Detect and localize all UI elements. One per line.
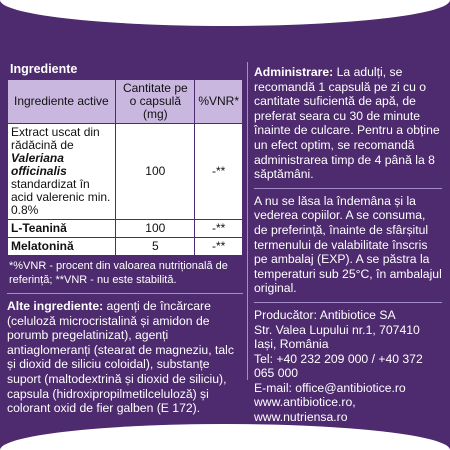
producer-line xyxy=(254,308,442,323)
table-row xyxy=(8,220,243,238)
ingredient-quantity: 5 xyxy=(116,238,195,256)
header-quantity: Cantitate pe o capsulă (mg) xyxy=(116,80,195,124)
ingredient-name: Melatonină xyxy=(8,238,116,256)
ingredients-column xyxy=(7,62,243,416)
ingredient-name-prefix: Extract uscat din rădăcină de xyxy=(11,125,100,152)
ingredients-table xyxy=(7,79,243,256)
other-ingredients-label: Alte ingrediente: xyxy=(7,299,104,313)
producer-block xyxy=(254,308,442,425)
ingredient-vnr: -** xyxy=(195,220,243,238)
ingredient-latin-name: Valeriana officinalis xyxy=(11,151,67,178)
table-header-row xyxy=(8,80,243,124)
label-bottom-edge xyxy=(0,424,450,450)
administration-text: La adulți, se recomandă 1 capsulă pe zi cu o cantitate suficientă de apă, de preferat seara cu 30 de minute înainte de culcare. Pentru a obține un efect optim, se recomandă administrarea timp de 4 până la 8 săptămâni. xyxy=(254,65,440,182)
other-ingredients-text: agenți de încărcare (celuloză microcristalină și amidon de porumb pregelatinizat), agenți antiaglomeranți (stearat de magneziu, talc și dioxid de siliciu coloidal), substanțe suport (maltodextrină și dioxid de siliciu), capsula (hidroxipropilmetilceluloză) și colorant oxid de fier galben (E 172). xyxy=(7,299,234,416)
administration xyxy=(254,65,442,182)
producer-name: Antibiotice SA xyxy=(319,307,396,322)
table-row xyxy=(8,238,243,256)
table-row xyxy=(8,124,243,220)
producer-label: Producător: xyxy=(254,307,318,322)
header-active-ingredients: Ingrediente active xyxy=(8,80,116,124)
info-column xyxy=(254,65,442,425)
ingredient-quantity: 100 xyxy=(116,220,195,238)
label-top-edge xyxy=(0,0,450,26)
storage-text: A nu se lăsa la îndemâna și la vederea copiilor. A se consuma, de preferință, înainte de sfârșitul termenului de valabilitate înscris pe ambalaj (EXP). A se păstra la temperaturi sub 25°C, în ambalajul original. xyxy=(254,193,442,296)
section-divider xyxy=(7,293,243,294)
section-divider xyxy=(254,302,442,303)
administration-label: Administrare: xyxy=(254,65,334,79)
ingredients-title: Ingrediente xyxy=(10,62,78,76)
producer-email[interactable]: E-mail: office@antibiotice.ro xyxy=(254,380,406,395)
ingredient-quantity: 100 xyxy=(116,124,195,220)
ingredient-name: L-Teanină xyxy=(8,220,116,238)
producer-address: Str. Valea Lupului nr.1, 707410 Iași, România xyxy=(254,322,420,352)
header-vnr: %VNR* xyxy=(195,80,243,124)
other-ingredients xyxy=(7,299,243,416)
producer-website-link[interactable]: www.antibiotice.ro, xyxy=(254,395,356,410)
section-divider xyxy=(254,188,442,189)
ingredient-vnr: -** xyxy=(195,238,243,256)
ingredient-name xyxy=(8,124,116,220)
ingredient-vnr: -** xyxy=(195,124,243,220)
producer-phone: Tel: +40 232 209 000 / +40 372 065 000 xyxy=(254,351,423,381)
ingredient-name-suffix: standardizat în acid valerenic min. 0.8% xyxy=(11,177,111,217)
vnr-footnote: *%VNR - procent din valoarea nutrițională de referință; **VNR - nu este stabilită. xyxy=(9,260,228,286)
column-divider xyxy=(247,62,248,380)
nutriensa-website-link[interactable]: www.nutriensa.ro xyxy=(254,410,348,425)
